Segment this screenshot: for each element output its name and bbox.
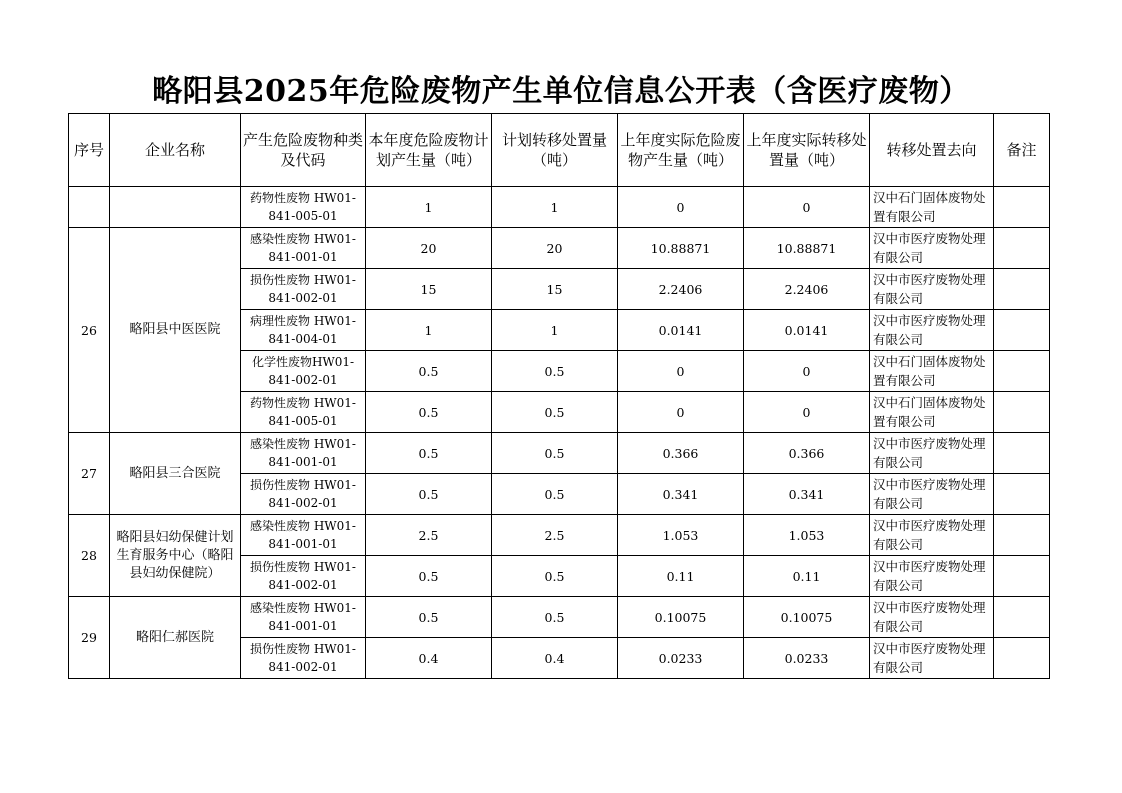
destination-cell: 汉中市医疗废物处理有限公司 — [870, 433, 994, 474]
plan-transfer-cell: 2.5 — [492, 515, 618, 556]
plan-generated-cell: 0.5 — [366, 597, 492, 638]
waste-type-cell: 病理性废物 HW01-841-004-01 — [241, 310, 366, 351]
remark-cell — [994, 433, 1050, 474]
plan-transfer-cell: 0.5 — [492, 392, 618, 433]
destination-cell: 汉中市医疗废物处理有限公司 — [870, 269, 994, 310]
table-row — [69, 515, 1050, 556]
destination-cell: 汉中石门固体废物处置有限公司 — [870, 392, 994, 433]
last-transfer-cell: 0.0141 — [744, 310, 870, 351]
plan-transfer-cell: 15 — [492, 269, 618, 310]
header-plan-generated: 本年度危险废物计划产生量（吨） — [366, 114, 492, 187]
destination-cell: 汉中市医疗废物处理有限公司 — [870, 228, 994, 269]
plan-transfer-cell: 0.5 — [492, 556, 618, 597]
header-row — [69, 114, 1050, 187]
last-generated-cell: 0.0233 — [618, 638, 744, 679]
plan-generated-cell: 0.5 — [366, 556, 492, 597]
destination-cell: 汉中石门固体废物处置有限公司 — [870, 351, 994, 392]
waste-type-cell: 感染性废物 HW01-841-001-01 — [241, 515, 366, 556]
table-row — [69, 187, 1050, 228]
waste-type-cell: 损伤性废物 HW01-841-002-01 — [241, 638, 366, 679]
header-company: 企业名称 — [110, 114, 241, 187]
table-row — [69, 228, 1050, 269]
last-generated-cell: 0.366 — [618, 433, 744, 474]
seq-cell: 28 — [69, 515, 110, 597]
last-generated-cell: 0.11 — [618, 556, 744, 597]
header-destination: 转移处置去向 — [870, 114, 994, 187]
destination-cell: 汉中市医疗废物处理有限公司 — [870, 597, 994, 638]
table-row — [69, 597, 1050, 638]
destination-cell: 汉中市医疗废物处理有限公司 — [870, 310, 994, 351]
remark-cell — [994, 515, 1050, 556]
plan-transfer-cell: 0.4 — [492, 638, 618, 679]
last-transfer-cell: 0.341 — [744, 474, 870, 515]
header-waste-type: 产生危险废物种类及代码 — [241, 114, 366, 187]
waste-type-cell: 化学性废物HW01-841-002-01 — [241, 351, 366, 392]
last-generated-cell: 0.0141 — [618, 310, 744, 351]
plan-generated-cell: 0.5 — [366, 351, 492, 392]
waste-info-table — [68, 113, 1050, 679]
last-generated-cell: 1.053 — [618, 515, 744, 556]
remark-cell — [994, 269, 1050, 310]
last-transfer-cell: 0.0233 — [744, 638, 870, 679]
header-remark: 备注 — [994, 114, 1050, 187]
seq-cell: 27 — [69, 433, 110, 515]
plan-transfer-cell: 20 — [492, 228, 618, 269]
remark-cell — [994, 474, 1050, 515]
waste-type-cell: 损伤性废物 HW01-841-002-01 — [241, 556, 366, 597]
header-last-generated: 上年度实际危险废物产生量（吨） — [618, 114, 744, 187]
waste-type-cell: 感染性废物 HW01-841-001-01 — [241, 228, 366, 269]
page-title: 略阳县2025年危险废物产生单位信息公开表（含医疗废物） — [152, 74, 970, 109]
seq-cell: 26 — [69, 228, 110, 433]
plan-transfer-cell: 1 — [492, 187, 618, 228]
waste-type-cell: 药物性废物 HW01-841-005-01 — [241, 187, 366, 228]
plan-generated-cell: 0.4 — [366, 638, 492, 679]
last-generated-cell: 0.341 — [618, 474, 744, 515]
seq-cell: 29 — [69, 597, 110, 679]
last-transfer-cell: 0 — [744, 351, 870, 392]
remark-cell — [994, 187, 1050, 228]
destination-cell: 汉中市医疗废物处理有限公司 — [870, 638, 994, 679]
plan-generated-cell: 20 — [366, 228, 492, 269]
remark-cell — [994, 351, 1050, 392]
plan-generated-cell: 0.5 — [366, 392, 492, 433]
company-cell: 略阳县妇幼保健计划生育服务中心（略阳县妇幼保健院） — [110, 515, 241, 597]
destination-cell: 汉中市医疗废物处理有限公司 — [870, 556, 994, 597]
remark-cell — [994, 228, 1050, 269]
waste-type-cell: 药物性废物 HW01-841-005-01 — [241, 392, 366, 433]
plan-generated-cell: 1 — [366, 187, 492, 228]
plan-generated-cell: 15 — [366, 269, 492, 310]
plan-transfer-cell: 0.5 — [492, 351, 618, 392]
destination-cell: 汉中市医疗废物处理有限公司 — [870, 515, 994, 556]
last-transfer-cell: 10.88871 — [744, 228, 870, 269]
last-generated-cell: 10.88871 — [618, 228, 744, 269]
table-row — [69, 433, 1050, 474]
company-cell: 略阳县中医医院 — [110, 228, 241, 433]
plan-generated-cell: 0.5 — [366, 474, 492, 515]
header-seq: 序号 — [69, 114, 110, 187]
header-plan-transfer: 计划转移处置量（吨） — [492, 114, 618, 187]
destination-cell: 汉中市医疗废物处理有限公司 — [870, 474, 994, 515]
company-cell — [110, 187, 241, 228]
header-last-transfer: 上年度实际转移处置量（吨） — [744, 114, 870, 187]
company-cell: 略阳县三合医院 — [110, 433, 241, 515]
last-transfer-cell: 0.11 — [744, 556, 870, 597]
plan-generated-cell: 0.5 — [366, 433, 492, 474]
seq-cell — [69, 187, 110, 228]
plan-transfer-cell: 0.5 — [492, 433, 618, 474]
last-generated-cell: 0.10075 — [618, 597, 744, 638]
last-generated-cell: 0 — [618, 187, 744, 228]
remark-cell — [994, 638, 1050, 679]
plan-generated-cell: 2.5 — [366, 515, 492, 556]
last-transfer-cell: 0.366 — [744, 433, 870, 474]
last-transfer-cell: 1.053 — [744, 515, 870, 556]
last-generated-cell: 2.2406 — [618, 269, 744, 310]
remark-cell — [994, 556, 1050, 597]
last-transfer-cell: 0 — [744, 187, 870, 228]
plan-transfer-cell: 1 — [492, 310, 618, 351]
table-body — [69, 187, 1050, 679]
last-transfer-cell: 0.10075 — [744, 597, 870, 638]
company-cell: 略阳仁郝医院 — [110, 597, 241, 679]
remark-cell — [994, 597, 1050, 638]
plan-transfer-cell: 0.5 — [492, 597, 618, 638]
plan-generated-cell: 1 — [366, 310, 492, 351]
last-transfer-cell: 0 — [744, 392, 870, 433]
last-generated-cell: 0 — [618, 351, 744, 392]
remark-cell — [994, 392, 1050, 433]
waste-type-cell: 感染性废物 HW01-841-001-01 — [241, 433, 366, 474]
waste-type-cell: 感染性废物 HW01-841-001-01 — [241, 597, 366, 638]
last-transfer-cell: 2.2406 — [744, 269, 870, 310]
remark-cell — [994, 310, 1050, 351]
plan-transfer-cell: 0.5 — [492, 474, 618, 515]
waste-type-cell: 损伤性废物 HW01-841-002-01 — [241, 474, 366, 515]
waste-type-cell: 损伤性废物 HW01-841-002-01 — [241, 269, 366, 310]
last-generated-cell: 0 — [618, 392, 744, 433]
destination-cell: 汉中石门固体废物处置有限公司 — [870, 187, 994, 228]
